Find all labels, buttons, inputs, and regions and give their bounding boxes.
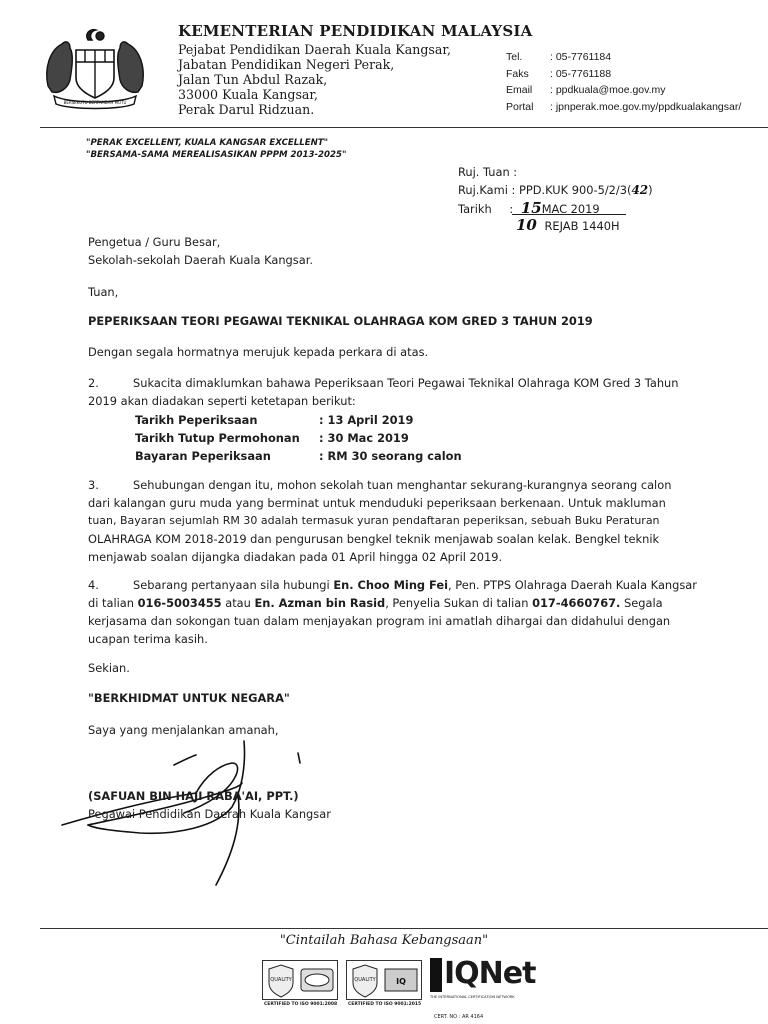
ruj-kami-value: : PPD.KUK 900-5/2/3( bbox=[511, 183, 632, 197]
para-text: Sebarang pertanyaan sila hubungi bbox=[133, 578, 334, 592]
para-line: tuan, Bayaran sejumlah RM 30 adalah termasuk yuran pendaftaran peperiksan, sebuah Buku Peraturan bbox=[88, 514, 660, 527]
hijri-day-handwritten: 10 bbox=[516, 216, 537, 234]
address-line: Pejabat Pendidikan Daerah Kuala Kangsar, bbox=[178, 42, 452, 57]
detail-label: Tarikh Tutup Permohonan bbox=[135, 431, 300, 445]
slogan-block bbox=[86, 137, 346, 161]
address-line: Perak Darul Ridzuan. bbox=[178, 102, 315, 117]
tarikh-colon: : bbox=[509, 202, 514, 216]
iqnet-logo bbox=[430, 956, 536, 1006]
detail-row bbox=[135, 447, 535, 465]
para-text: di talian bbox=[88, 596, 138, 610]
paragraph-4 bbox=[88, 576, 728, 648]
footer-slogan: "Cintailah Bahasa Kebangsaan" bbox=[279, 933, 489, 948]
para-number: 3. bbox=[88, 478, 99, 492]
contact-block bbox=[506, 49, 766, 115]
amanah-line: Saya yang menjalankan amanah, bbox=[88, 723, 279, 737]
ruj-kami-label: Ruj.Kami bbox=[458, 183, 508, 197]
motto: "BERKHIDMAT UNTUK NEGARA" bbox=[88, 691, 290, 705]
detail-row bbox=[135, 411, 535, 429]
subject-heading: PEPERIKSAAN TEORI PEGAWAI TEKNIKAL OLAHRAGA KOM GRED 3 TAHUN 2019 bbox=[88, 314, 593, 328]
cert-caption-1: CERTIFIED TO ISO 9001:2008 bbox=[264, 1002, 338, 1007]
contact-person-2: En. Azman bin Rasid bbox=[254, 596, 386, 610]
address-line: 33000 Kuala Kangsar, bbox=[178, 87, 319, 102]
para-text: , Pen. PTPS Olahraga Daerah Kuala Kangsar bbox=[448, 578, 697, 592]
para-line: kerjasama dan sokongan tuan dalam menjayakan program ini amatlah dihargai dan didahului dengan bbox=[88, 614, 671, 628]
para-number: 2. bbox=[88, 376, 99, 390]
fax-value: : 05-7761188 bbox=[550, 67, 612, 80]
svg-text:QUALITY: QUALITY bbox=[270, 977, 292, 983]
recipient-line: Pengetua / Guru Besar, bbox=[88, 235, 221, 249]
para-line: dari kalangan guru muda yang berminat untuk menduduki peperiksaan berkenaan. Untuk makluman bbox=[88, 496, 666, 510]
tarikh-label: Tarikh bbox=[458, 202, 492, 216]
iqnet-wordmark: IQNet bbox=[444, 956, 536, 991]
signatory-position: Pegawai Pendidikan Daerah Kuala Kangsar bbox=[88, 807, 331, 821]
certification-logos bbox=[262, 956, 536, 1022]
sirim-iso-logo-2 bbox=[346, 960, 422, 1000]
phone-number-2: 017-4660767. bbox=[532, 596, 621, 610]
ruj-tuan: Ruj. Tuan : bbox=[458, 165, 518, 179]
recipient-line: Sekolah-sekolah Daerah Kuala Kangsar. bbox=[88, 253, 313, 267]
address-line: Jabatan Pendidikan Negeri Perak, bbox=[178, 57, 395, 72]
opening-line: Dengan segala hormatnya merujuk kepada perkara di atas. bbox=[88, 345, 429, 359]
svg-text:QUALITY: QUALITY bbox=[354, 977, 376, 983]
fax-label: Faks bbox=[506, 67, 529, 80]
malaysia-coat-of-arms bbox=[40, 28, 150, 110]
reference-block bbox=[458, 163, 758, 235]
cert-caption-2: CERTIFIED TO ISO 9001:2015 bbox=[348, 1002, 422, 1007]
svg-text:IQ: IQ bbox=[396, 977, 406, 986]
para-line: ucapan terima kasih. bbox=[88, 632, 208, 646]
detail-row bbox=[135, 429, 535, 447]
sirim-iso-logo-1 bbox=[262, 960, 338, 1000]
para-line: Sukacita dimaklumkan bahawa Peperiksaan Teori Pegawai Teknikal Olahraga KOM Gred 3 Tahun bbox=[133, 376, 679, 390]
portal-label: Portal bbox=[506, 100, 534, 113]
para-number: 4. bbox=[88, 578, 99, 592]
footer-rule bbox=[40, 928, 768, 929]
para-text: atau bbox=[221, 596, 255, 610]
office-address bbox=[178, 42, 451, 117]
portal-value[interactable]: : jpnperak.moe.gov.my/ppdkualakangsar/ bbox=[550, 100, 742, 113]
ministry-title: KEMENTERIAN PENDIDIKAN MALAYSIA bbox=[178, 22, 533, 40]
phone-number-1: 016-5003455 bbox=[137, 596, 222, 610]
paragraph-2 bbox=[88, 374, 688, 410]
hijri-date: REJAB 1440H bbox=[544, 219, 620, 233]
tarikh-month: MAC 2019 bbox=[541, 202, 600, 216]
salutation: Tuan, bbox=[88, 285, 119, 299]
detail-label: Bayaran Peperiksaan bbox=[135, 449, 271, 463]
ruj-kami-close: ) bbox=[648, 183, 653, 197]
tel-value: : 05-7761184 bbox=[550, 51, 612, 63]
para-line: menjawab soalan dijangka diadakan pada 01 April hingga 02 April 2019. bbox=[88, 550, 503, 564]
para-text: , Penyelia Sukan di talian bbox=[385, 596, 533, 610]
detail-label: Tarikh Peperiksaan bbox=[135, 413, 258, 427]
slogan-line: "BERSAMA-SAMA MEREALISASIKAN PPPM 2013-2025" bbox=[86, 150, 347, 160]
signatory-name: (SAFUAN BIN HAJI RABA'AI, PPT.) bbox=[88, 789, 299, 803]
ruj-kami-handwritten: 42 bbox=[631, 183, 649, 197]
para-line: Sehubungan dengan itu, mohon sekolah tuan menghantar sekurang-kurangnya seorang calon bbox=[133, 478, 672, 492]
tarikh-underline bbox=[512, 214, 626, 215]
detail-value: : 13 April 2019 bbox=[319, 413, 414, 427]
tel-label: Tel. bbox=[506, 51, 523, 63]
paragraph-3 bbox=[88, 476, 728, 566]
para-line: OLAHRAGA KOM 2018-2019 dan pengurusan bengkel teknik menjawab soalan kelak. Bengkel teknik bbox=[88, 532, 660, 546]
slogan-line: "PERAK EXCELLENT, KUALA KANGSAR EXCELLENT" bbox=[86, 138, 329, 148]
contact-person-1: En. Choo Ming Fei bbox=[333, 578, 448, 592]
para-line: 2019 akan diadakan seperti ketetapan berikut: bbox=[88, 394, 356, 408]
svg-text:BERSEKUTU BERTAMBAH MUTU: BERSEKUTU BERTAMBAH MUTU bbox=[63, 100, 127, 105]
email-label: Email bbox=[506, 84, 533, 96]
detail-value: : 30 Mac 2019 bbox=[319, 431, 409, 445]
para-text: Segala bbox=[620, 596, 663, 610]
tarikh-day-handwritten: 15 bbox=[520, 199, 542, 217]
sekian: Sekian. bbox=[88, 661, 130, 675]
detail-value: : RM 30 seorang calon bbox=[319, 449, 462, 463]
header-rule bbox=[40, 127, 768, 128]
iqnet-subtitle: THE INTERNATIONAL CERTIFICATION NETWORK bbox=[430, 995, 515, 999]
cert-number: CERT. NO : AR 4164 bbox=[434, 1014, 484, 1020]
recipient-block bbox=[88, 233, 313, 269]
address-line: Jalan Tun Abdul Razak, bbox=[178, 72, 328, 87]
email-value[interactable]: : ppdkuala@moe.gov.my bbox=[550, 84, 666, 96]
